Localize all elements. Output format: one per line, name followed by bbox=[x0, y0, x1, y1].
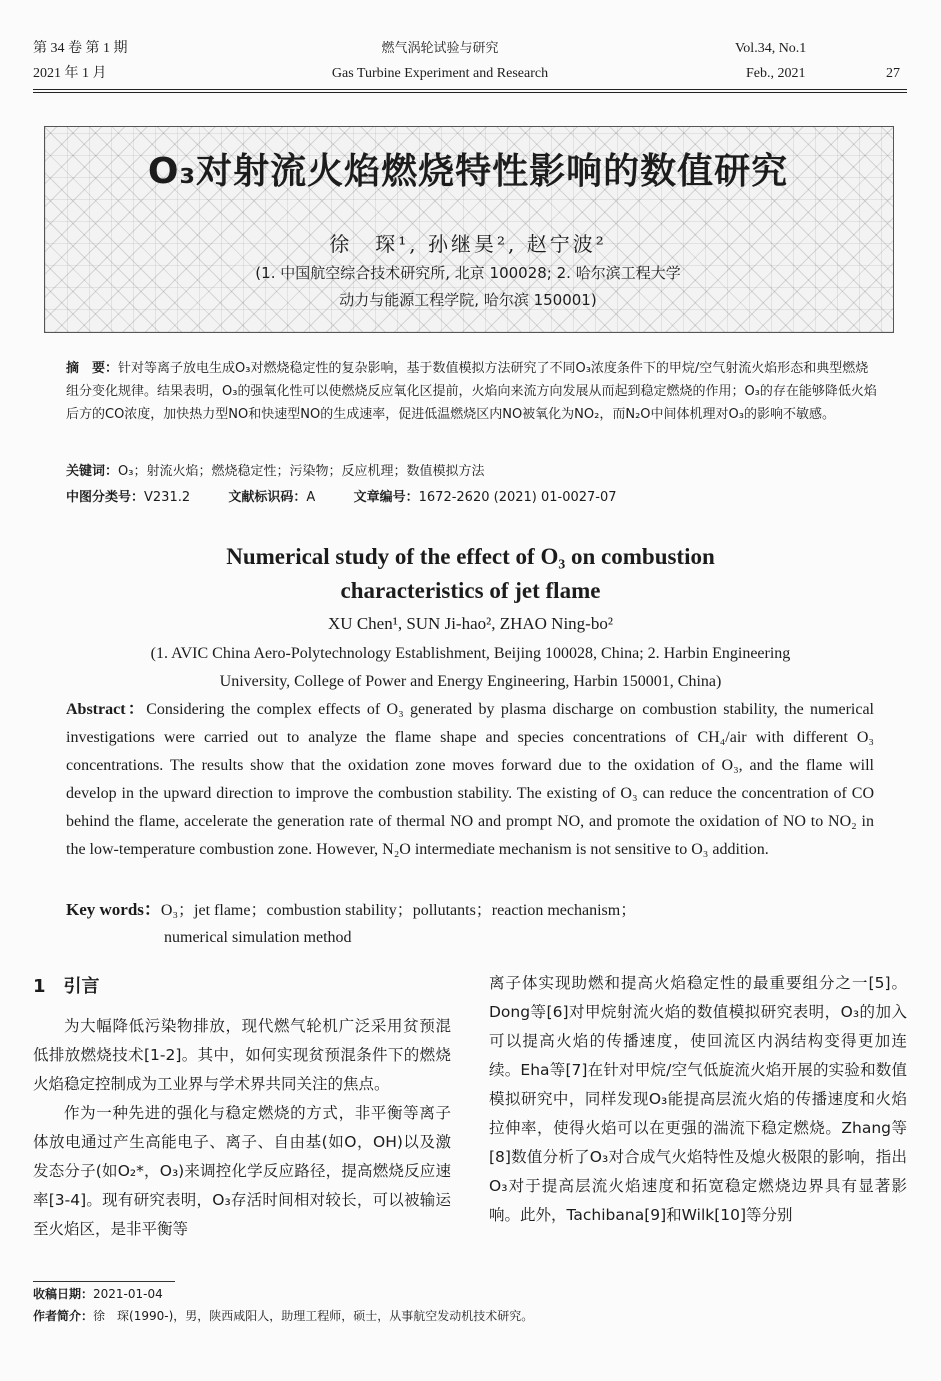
received-label: 收稿日期： bbox=[33, 1287, 94, 1301]
article-no-label: 文章编号： bbox=[353, 490, 419, 505]
abstract-en bbox=[66, 696, 874, 864]
author-bio bbox=[33, 1306, 533, 1326]
keywords-en-line1: O₃；jet flame；combustion stability；pollutants；reaction mechanism； bbox=[160, 902, 637, 919]
affiliation-cn-line2: 动力与能源工程学院, 哈尔滨 150001) bbox=[339, 291, 597, 309]
left-column bbox=[33, 1012, 451, 1244]
abstract-cn bbox=[66, 357, 878, 426]
doc-code-value: A bbox=[306, 490, 316, 505]
keywords-en-label: Key words： bbox=[66, 900, 161, 919]
footnote-rule bbox=[33, 1281, 175, 1282]
keywords-en bbox=[66, 896, 874, 925]
right-column bbox=[489, 969, 907, 1230]
header-rule-bottom bbox=[33, 92, 907, 93]
article-no-value: 1672-2620 (2021) 01-0027-07 bbox=[418, 490, 617, 505]
received-date bbox=[33, 1284, 163, 1304]
section-heading: 1 引言 bbox=[33, 976, 100, 997]
affiliation-en-line1: (1. AVIC China Aero-Polytechnology Establishment, Beijing 100028, China; 2. Harbin Engineering bbox=[150, 645, 791, 662]
affiliation-cn-line1: (1. 中国航空综合技术研究所, 北京 100028; 2. 哈尔滨工程大学 bbox=[255, 264, 681, 282]
keywords-cn-label: 关键词： bbox=[66, 464, 119, 479]
clc-value: V231.2 bbox=[144, 490, 191, 505]
paper-title-en-line2: characteristics of jet flame bbox=[340, 578, 601, 603]
affiliation-en-line2: University, College of Power and Energy Engineering, Harbin 150001, China) bbox=[219, 673, 722, 690]
volume-issue-cn: 第 34 卷 第 1 期 bbox=[33, 41, 128, 56]
keywords-cn bbox=[66, 460, 878, 483]
author-bio-text: 徐 琛(1990-)，男，陕西咸阳人，助理工程师，硕士，从事航空发动机技术研究。 bbox=[93, 1309, 534, 1323]
volume-issue-en: Vol.34, No.1 bbox=[735, 41, 807, 56]
keywords-cn-text: O₃；射流火焰；燃烧稳定性；污染物；反应机理；数值模拟方法 bbox=[118, 464, 485, 479]
paper-title-en-line1: Numerical study of the effect of O₃ on combustion bbox=[226, 544, 715, 569]
authors-en: XU Chen¹, SUN Ji-hao², ZHAO Ning-bo² bbox=[328, 614, 613, 633]
authors-cn: 徐 琛¹, 孙继昊², 赵宁波² bbox=[329, 232, 607, 256]
intro-paragraph-1: 为大幅降低污染物排放，现代燃气轮机广泛采用贫预混低排放燃烧技术[1-2]。其中，如何实现贫预混条件下的燃烧火焰稳定控制成为工业界与学术界共同关注的焦点。 bbox=[33, 1017, 451, 1093]
intro-paragraph-3: 离子体实现助燃和提高火焰稳定性的最重要组分之一[5]。Dong等[6]对甲烷射流火焰的数值模拟研究表明，O₃的加入可以提高火焰的传播速度，使回流区内涡结构变得更加连续。Eha等[7]在针对甲烷/空气低旋流火焰开展的实验和数值模拟研究中，同样发现O₃能提高层流火焰的传播速度和火焰拉伸率，使得火焰可以在更强的湍流下稳定燃烧。Zhang等[8]数值分析了O₃对合成气火焰特性及熄火极限的影响，指出O₃对于提高层流火焰速度和拓宽稳定燃烧边界具有显著影响。此外，Tachibana[9]和Wilk[10]等分别 bbox=[489, 974, 907, 1224]
doc-code-label: 文献标识码： bbox=[228, 490, 307, 505]
classification-line bbox=[66, 486, 878, 509]
paper-title-cn: O₃对射流火焰燃烧特性影响的数值研究 bbox=[147, 151, 789, 192]
clc-label: 中图分类号： bbox=[66, 490, 145, 505]
journal-name-en: Gas Turbine Experiment and Research bbox=[331, 66, 549, 81]
keywords-en-line2: numerical simulation method bbox=[164, 929, 352, 946]
date-cn: 2021 年 1 月 bbox=[33, 66, 107, 81]
intro-paragraph-2: 作为一种先进的强化与稳定燃烧的方式，非平衡等离子体放电通过产生高能电子、离子、自由基(如O，OH)以及激发态分子(如O₂*，O₃)来调控化学反应路径，提高燃烧反应速率[3-4]。现有研究表明，O₃存活时间相对较长，可以被输运至火焰区，是非平衡等 bbox=[33, 1104, 451, 1238]
author-bio-label: 作者简介： bbox=[33, 1309, 94, 1323]
abstract-cn-label: 摘 要： bbox=[66, 361, 119, 376]
journal-name-cn: 燃气涡轮试验与研究 bbox=[381, 41, 499, 56]
abstract-en-label: Abstract： bbox=[66, 701, 147, 718]
received-value: 2021-01-04 bbox=[93, 1287, 163, 1301]
abstract-en-text: Considering the complex effects of O₃ generated by plasma discharge on combustion stability, the numerical investigations were carried out to analyze the flame shape and species concentrations of CH₄/air with different O₃ concentrations. The results show that the oxidation zone moves forward due to the oxidation of O₃, and the flame will develop in the upward direction to improve the combustion stability. The existing of O₃ can reduce the concentration of CO behind the flame, accelerate the generation rate of thermal NO and prompt NO, and promote the oxidation of NO to NO₂ in the low-temperature combustion zone. However, N₂O intermediate mechanism is not sensitive to O₃ addition. bbox=[66, 701, 875, 858]
page-number: 27 bbox=[886, 66, 900, 81]
header-rule-top bbox=[33, 89, 907, 90]
date-en: Feb., 2021 bbox=[746, 66, 806, 81]
abstract-cn-text: 针对等离子放电生成O₃对燃烧稳定性的复杂影响，基于数值模拟方法研究了不同O₃浓度条件下的甲烷/空气射流火焰形态和典型燃烧组分变化规律。结果表明，O₃的强氧化性可以使燃烧反应氧化区提前，火焰向来流方向发展从而起到稳定燃烧的作用；O₃的存在能够降低火焰后方的CO浓度，加快热力型NO和快速型NO的生成速率，促进低温燃烧区内NO被氧化为NO₂，而N₂O中间体机理对O₃的影响不敏感。 bbox=[66, 361, 877, 422]
